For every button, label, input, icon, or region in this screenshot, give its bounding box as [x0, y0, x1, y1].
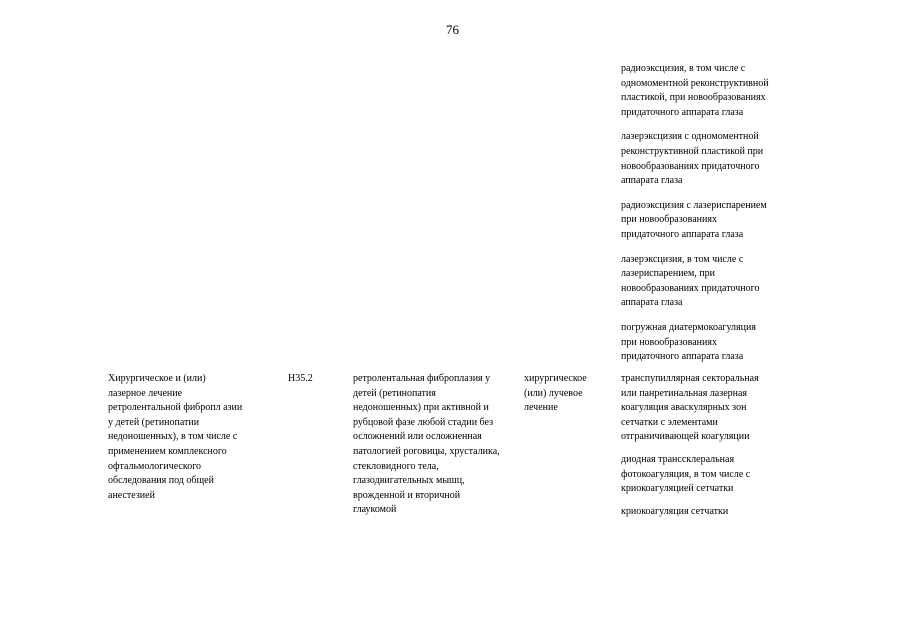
treatment-methods-cell	[621, 372, 801, 527]
text-line: или панретинальная лазерная	[621, 387, 748, 399]
text-line: стекловидного тела,	[353, 460, 439, 472]
method-item	[621, 372, 801, 445]
text-line: придаточного аппарата глаза	[621, 351, 744, 363]
text-line: придаточного аппарата глаза	[621, 106, 744, 118]
patient-model-cell	[353, 372, 503, 518]
icd-code-cell	[288, 372, 338, 387]
text-line: пластикой, при новообразованиях	[621, 92, 766, 104]
text-line: радиоэксцизия с лазериспарением	[621, 199, 767, 211]
text-line: диодная транссклеральная	[621, 453, 735, 465]
text-line: осложнений или осложненная	[353, 431, 482, 443]
text-line: недоношенных), в том числе с	[108, 431, 238, 443]
text-line: патологией роговицы, хрусталика,	[353, 445, 500, 457]
method-item	[621, 453, 801, 497]
text-line: детей (ретинопатия	[353, 387, 436, 399]
text-line: Хирургическое и (или)	[108, 373, 206, 384]
method-item	[621, 505, 801, 520]
text-line: сетчатки с элементами	[621, 416, 718, 428]
text-line: лазерэксцизия, в том числе с	[621, 253, 744, 265]
text-line: рубцовой фазе любой стадии без	[353, 416, 494, 428]
text-line: криокоагуляция сетчатки	[621, 505, 729, 517]
text-line: глазодвигательных мышц,	[353, 475, 465, 487]
text-line: коагуляция аваскулярных зон	[621, 402, 747, 414]
text-line: транспупиллярная секторальная	[621, 373, 759, 384]
text-line: радиоэксцизия, в том числе с	[621, 63, 746, 74]
text-line: хирургическое	[524, 373, 587, 384]
text-line: отграничивающей коагуляции	[621, 431, 750, 443]
text-line: аппарата глаза	[621, 175, 683, 187]
treatment-type-cell	[524, 372, 604, 416]
text-line: лазериспарением, при	[621, 268, 716, 280]
text-line: фотокоагуляция, в том числе с	[621, 468, 751, 480]
text-line: анестезией	[108, 489, 155, 501]
text-line: лечение	[524, 402, 558, 414]
text-line: недоношенных) при активной и	[353, 402, 489, 414]
text-line: при новообразованиях	[621, 214, 717, 226]
text-line: лазерное лечение	[108, 387, 183, 399]
text-line: при новообразованиях	[621, 336, 717, 348]
text-line: (или) лучевое	[524, 387, 583, 399]
text-line: новообразованиях придаточного	[621, 282, 760, 294]
text-line: глаукомой	[353, 504, 397, 516]
treatment-name-cell	[108, 372, 268, 503]
method-item	[621, 321, 801, 365]
icd-code: Н35.2	[288, 373, 313, 384]
text-line: у детей (ретинопатии	[108, 416, 200, 428]
method-item	[621, 130, 801, 188]
text-line: офтальмологического	[108, 460, 202, 472]
text-line: врожденной и вторичной	[353, 489, 461, 501]
text-line: придаточного аппарата глаза	[621, 228, 744, 240]
continued-methods-column	[621, 62, 801, 375]
text-line: обследования под общей	[108, 475, 214, 487]
page-number: 76	[446, 22, 459, 37]
method-item	[621, 62, 801, 120]
text-line: одномоментной реконструктивной	[621, 77, 769, 89]
text-line: ретролентальной фибропл азии	[108, 402, 243, 414]
text-line: лазерэксцизия с одномоментной	[621, 131, 759, 143]
method-item	[621, 253, 801, 311]
text-line: аппарата глаза	[621, 297, 683, 309]
text-line: реконструктивной пластикой при	[621, 145, 764, 157]
method-item	[621, 199, 801, 243]
text-line: новообразованиях придаточного	[621, 160, 760, 172]
text-line: ретролентальная фиброплазия у	[353, 373, 491, 384]
text-line: применением комплексного	[108, 445, 227, 457]
text-line: криокоагуляцией сетчатки	[621, 483, 734, 495]
text-line: погружная диатермокоагуляция	[621, 321, 756, 333]
